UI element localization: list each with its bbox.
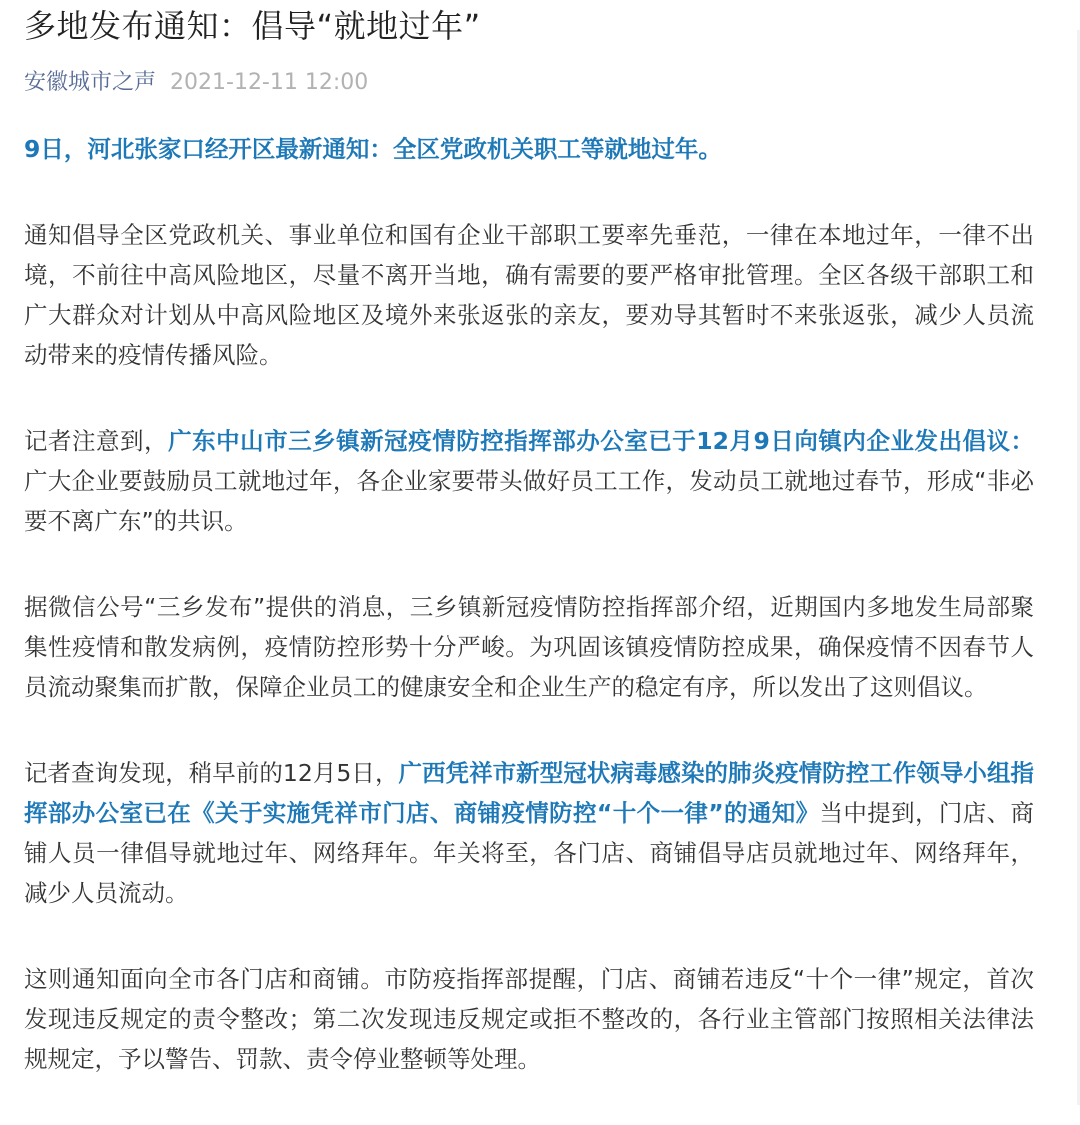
article-meta [24,66,1034,100]
paragraph-text: 通知倡导全区党政机关、事业单位和国有企业干部职工要率先垂范，一律在本地过年，一律不出境，不前往中高风险地区，尽量不离开当地，确有需要的要严格审批管理。全区各级干部职工和广大群众对计划从中高风险地区及境外来张返张的亲友，要劝导其暂时不来张返张，减少人员流动带来的疫情传播风险。 [24,221,1034,369]
article-title: 多地发布通知：倡导“就地过年” [24,7,481,45]
paragraph-4 [24,587,1034,707]
article [24,0,1034,1125]
paragraph-5 [24,753,1034,913]
paragraph-text: 这则通知面向全市各门店和商铺。市防疫指挥部提醒，门店、商铺若违反“十个一律”规定，首次发现违反规定的责令整改；第二次发现违反规定或拒不整改的，各行业主管部门按照相关法律法规规定，予以警告、罚款、责令停业整顿等处理。 [24,965,1034,1073]
paragraph-text: 据微信公号“三乡发布”提供的消息，三乡镇新冠疫情防控指挥部介绍，近期国内多地发生局部聚集性疫情和散发病例，疫情防控形势十分严峻。为巩固该镇疫情防控成果，确保疫情不因春节人员流动聚集而扩散，保障企业员工的健康安全和企业生产的稳定有序，所以发出了这则倡议。 [24,593,1034,701]
paragraph-1 [24,129,1034,169]
publish-date: 2021-12-11 12:00 [170,70,369,95]
paragraph-3 [24,421,1034,541]
paragraph-text: 当中提到，门店、商铺人员一律倡导就地过年、网络拜年。年关将至，各门店、商铺倡导店员就地过年、网络拜年，减少人员流动。 [24,799,1035,907]
paragraph-highlight: 广西凭祥市新型冠状病毒感染的肺炎疫情防控工作领导小组指挥部办公室已在《关于实施凭祥市门店、商铺疫情防控“十个一律”的通知》 [24,759,1034,827]
paragraph-highlight: 9日，河北张家口经开区最新通知：全区党政机关职工等就地过年。 [24,135,722,163]
paragraph-highlight: 广东中山市三乡镇新冠疫情防控指挥部办公室已于12月9日向镇内企业发出倡议： [168,427,1035,455]
paragraph-lead: 记者查询发现，稍早前的12月5日， [24,759,399,787]
paragraph-6 [24,959,1034,1079]
paragraph-text: 广大企业要鼓励员工就地过年，各企业家要带头做好员工工作，发动员工就地过春节，形成“非必要不离广东”的共识。 [24,467,1034,535]
article-content [24,129,1034,1079]
paragraph-lead: 记者注意到， [24,427,169,455]
paragraph-2 [24,215,1034,375]
source-account-link[interactable]: 安徽城市之声 [24,70,157,95]
